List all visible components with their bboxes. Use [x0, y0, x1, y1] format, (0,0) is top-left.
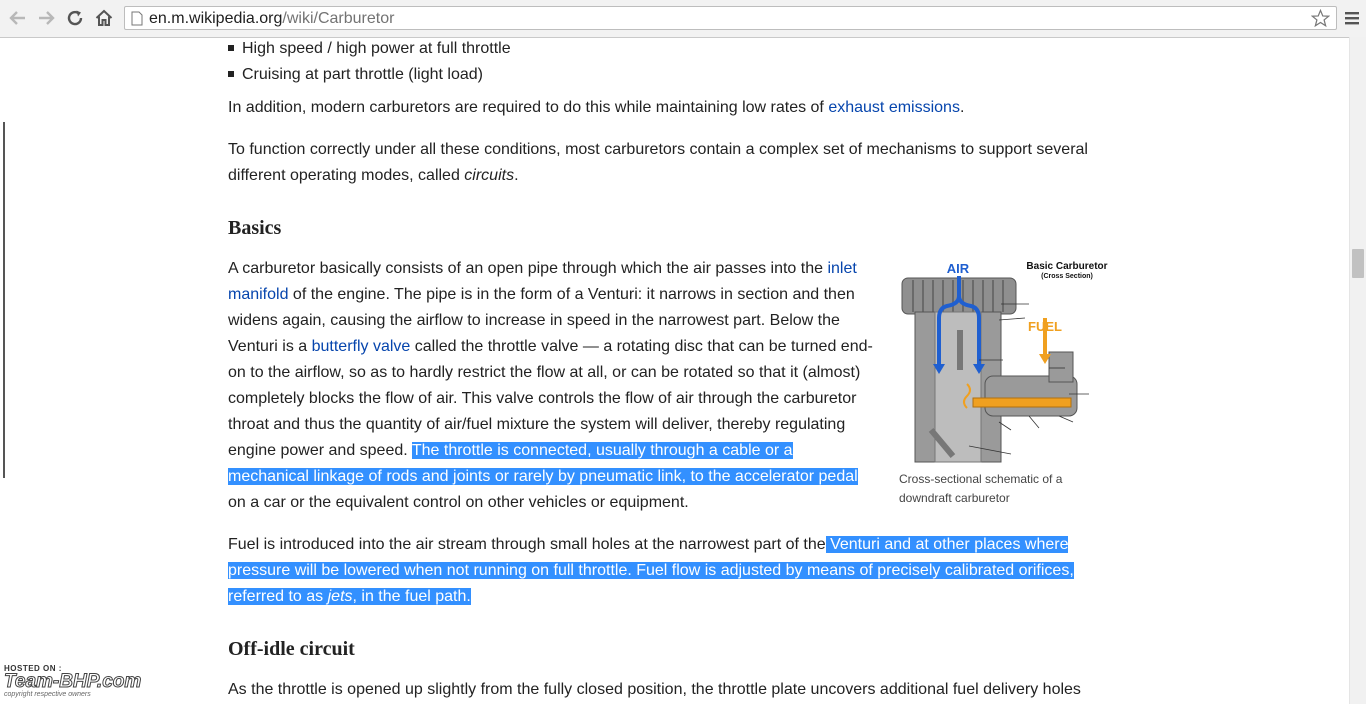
carburetor-diagram: [899, 256, 1119, 466]
butterfly-valve-link[interactable]: butterfly valve: [311, 338, 411, 355]
figure-title: Basic Carburetor: [1026, 261, 1108, 272]
paragraph-emissions: In addition, modern carburetors are required to do this while maintaining low rates of exhaust emissions.: [228, 99, 965, 116]
inlet-manifold-link[interactable]: inlet: [827, 260, 857, 277]
forward-icon[interactable]: [34, 6, 58, 30]
exhaust-emissions-link[interactable]: exhaust emissions: [828, 99, 960, 116]
home-icon[interactable]: [92, 6, 116, 30]
vertical-scrollbar[interactable]: [1349, 37, 1366, 704]
list-item: High speed / high power at full throttle: [228, 36, 511, 62]
figure-caption: Cross-sectional schematic of a downdraft carburetor: [899, 472, 1063, 505]
list-item: Cruising at part throttle (light load): [228, 62, 511, 88]
selected-text: The throttle is connected, usually through a cable or a: [411, 442, 793, 459]
fuel-path-shape: [973, 398, 1071, 407]
paragraph-circuits: To function correctly under all these conditions, most carburetors contain a complex set of mechanisms to support several different operating modes, called circuits.: [228, 141, 1088, 184]
figure-subtitle: (Cross Section): [1041, 273, 1093, 280]
browser-toolbar: [0, 0, 1366, 38]
air-label: AIR: [946, 261, 970, 276]
inlet-manifold-link[interactable]: manifold: [228, 286, 289, 303]
scrollbar-thumb[interactable]: [1352, 249, 1364, 278]
back-icon[interactable]: [6, 6, 30, 30]
team-bhp-watermark: HOSTED ON : Team-BHP.com copyright respective owners: [4, 664, 142, 698]
selected-text: pressure will be lowered when not running on full throttle. Fuel flow is adjusted by means of precisely calibrated orifices,: [228, 562, 1074, 579]
address-bar[interactable]: [124, 6, 1337, 30]
selected-text: Venturi and at other places where: [825, 536, 1069, 553]
fuel-label: FUEL: [1028, 319, 1062, 334]
selected-text: referred to as jets, in the fuel path.: [228, 588, 471, 605]
reload-icon[interactable]: [63, 6, 87, 30]
off-idle-heading: Off-idle circuit: [228, 638, 355, 660]
mode-list: [228, 36, 511, 88]
paragraph-basics: A carburetor basically consists of an open pipe through which the air passes into the inlet manifold of the engine. The pipe is in the form of a Venturi: it narrows in section and then widens again, causing the airflow to increase in speed in the narrowest part. Below the Venturi is a butterfly valve called the throttle valve — a rotating disc that can be turned end- on to the airflow, so as to hardly restrict the flow at all, or can be rotated so that it (almost) completely blocks the flow of air. This valve controls the flow of air through the carburetor throat and thus the quantity of air/fuel mixture the system will deliver, thereby regulating engine power and speed. The throttle is connected, usually through a cable or a mechanical linkage of rods and joints or rarely by pneumatic link, to the accelerator pedal on a car or the equivalent control on other vehicles or equipment.: [228, 260, 873, 511]
paragraph-off-idle: As the throttle is opened up slightly from the fully closed position, the throttle plate uncovers additional fuel delivery holes: [228, 681, 1081, 698]
page-icon: [131, 11, 143, 31]
url-text: en.m.wikipedia.org/wiki/Carburetor: [149, 10, 395, 27]
selected-text: mechanical linkage of rods and joints or rarely by pneumatic link, to the accelerator pedal: [228, 468, 858, 485]
star-icon[interactable]: [1311, 9, 1330, 33]
carburetor-figure: [899, 256, 1119, 505]
menu-icon[interactable]: [1340, 6, 1364, 30]
paragraph-fuel: Fuel is introduced into the air stream through small holes at the narrowest part of the Venturi and at other places where pressure will be lowered when not running on full throttle. Fuel flow is adjusted by means of precisely calibrated orifices, referred to as jets, in the fuel path.: [228, 536, 1074, 605]
basics-heading: Basics: [228, 217, 282, 239]
left-edge-line: [3, 122, 5, 478]
